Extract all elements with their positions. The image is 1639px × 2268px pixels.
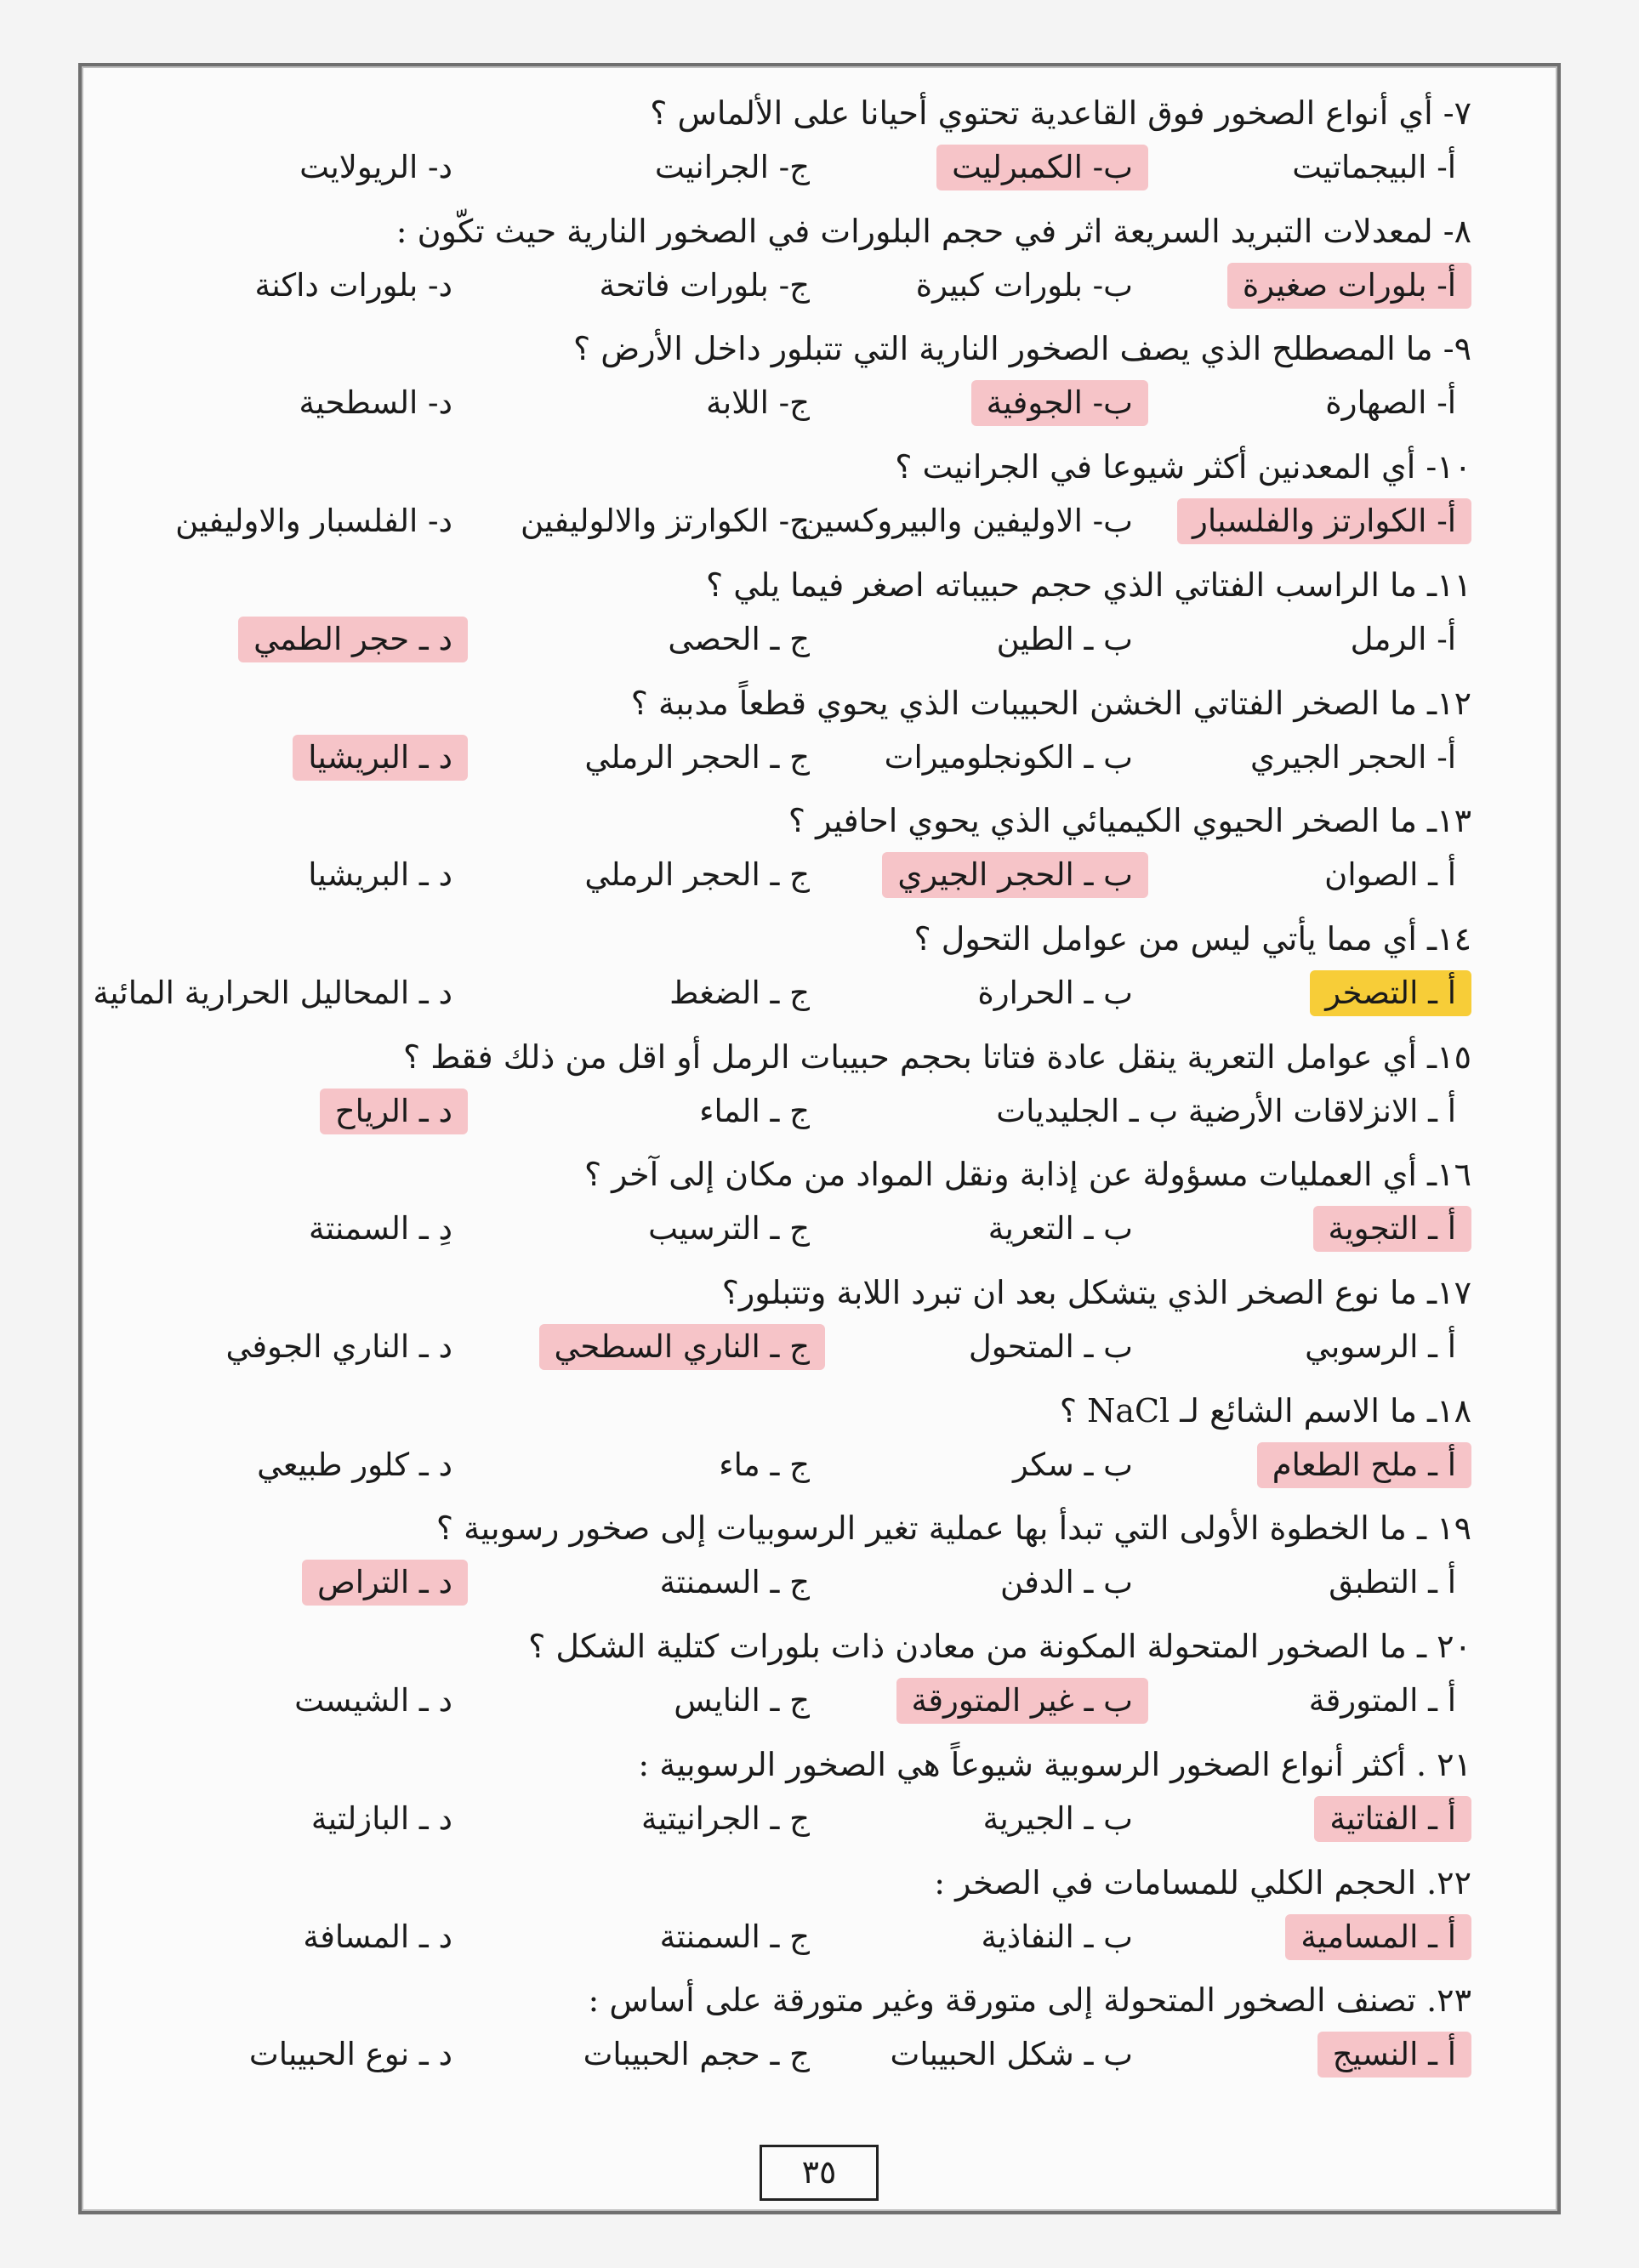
question-text: ١٠- أي المعدنين أكثر شيوعا في الجرانيت ؟ (895, 448, 1471, 486)
option-a: أ- الرمل (1350, 620, 1456, 657)
question-text: ١٧ـ ما نوع الصخر الذي يتشكل بعد ان تبرد اللابة وتتبلور؟ (721, 1274, 1471, 1311)
option-a: أ- الكوارتز والفلسبار (1177, 498, 1471, 544)
question-text: ١٥ـ أي عوامل التعرية ينقل عادة فتاتا بحجم حبيبات الرمل أو اقل من ذلك فقط ؟ (402, 1037, 1471, 1076)
question-text: ٧- أي أنواع الصخور فوق القاعدية تحتوي أحيانا على الألماس ؟ (650, 94, 1471, 132)
option-d: د ـ الشيست (294, 1682, 452, 1719)
option-c: ج- بلورات فاتحة (599, 266, 810, 304)
option-b: ب- الجوفية (971, 380, 1148, 426)
option-d: د ـ حجر الطمي (238, 617, 468, 662)
option-b: ب ـ الكونجلوميرات (884, 738, 1133, 776)
option-d: د ـ المحاليل الحرارية المائية (93, 974, 452, 1011)
option-c: ج ـ ماء (719, 1446, 810, 1483)
option-a: أ ـ التطبق (1329, 1564, 1456, 1601)
option-c: ج ـ الحصى (668, 620, 810, 657)
option-d: د ـ نوع الحبيبات (248, 2036, 452, 2073)
option-b: ب ـ المتحول (968, 1328, 1133, 1365)
option-b: ب ـ الطين (996, 620, 1133, 657)
option-b: ب- بلورات كبيرة (915, 266, 1133, 304)
option-c: ج ـ الحجر الرملي (584, 856, 810, 894)
option-b: ب ـ الدفن (999, 1564, 1133, 1601)
option-b: ب- الكمبرليت (936, 145, 1148, 190)
option-c: ج ـ الترسيب (648, 1210, 810, 1248)
option-a: أ ـ النسيج (1317, 2032, 1471, 2078)
option-a: أ ـ التجوية (1313, 1206, 1472, 1252)
option-c: ج ـ النايس (674, 1682, 810, 1719)
option-b: ب ـ النفاذية (981, 1918, 1133, 1955)
option-d: د- الفلسبار والاوليفين (175, 503, 452, 540)
option-d: د ـ البريشيا (308, 856, 452, 894)
option-c: ج ـ السمنتة (659, 1564, 810, 1601)
option-a: أ ـ المسامية (1285, 1914, 1471, 1960)
option-c: ج ـ السمنتة (659, 1918, 810, 1955)
option-b: ب ـ سكر (1012, 1446, 1133, 1483)
option-b: ب ـ الحرارة (977, 974, 1133, 1011)
question-text: ١٣ـ ما الصخر الحيوي الكيميائي الذي يحوي احافير ؟ (788, 802, 1471, 840)
option-d: د ـ الرياح (320, 1089, 468, 1134)
option-c: ج- اللابة (706, 384, 810, 422)
option-a: أ ـ ملح الطعام (1257, 1442, 1471, 1488)
option-b: ب ـ شكل الحبيبات (890, 2036, 1133, 2073)
option-a: أ ـ الصوان (1324, 856, 1456, 894)
question-text: ١٩ ـ ما الخطوة الأولى التي تبدأ بها عملية تغير الرسوبيات إلى صخور رسوبية ؟ (435, 1509, 1471, 1548)
option-a: أ- الحجر الجيري (1249, 738, 1456, 776)
option-b: ب- الاوليفين والبيروكسين (800, 503, 1133, 540)
option-d: دِ ـ السمنتة (309, 1210, 452, 1248)
page-number: ٣٥ (760, 2145, 879, 2201)
option-c: ج ـ الماء (699, 1092, 810, 1129)
option-c: ج ـ الضغط (669, 974, 810, 1011)
option-a: أ ـ الرسوبي (1305, 1328, 1456, 1365)
option-c: ج ـ الناري السطحي (539, 1324, 825, 1370)
option-d: د ـ التراص (302, 1560, 468, 1606)
question-text: ٢٣. تصنف الصخور المتحولة إلى متورقة وغير متورقة على أساس : (588, 1981, 1471, 2020)
question-text: ٢٢. الحجم الكلي للمسامات في الصخر : (934, 1863, 1471, 1901)
option-d: د ـ البريشيا (293, 735, 468, 781)
option-d: د ـ المسافة (303, 1918, 452, 1955)
question-text: ١٨ـ ما الاسم الشائع لـ NaCl ؟ (1059, 1391, 1471, 1430)
option-a: أ- البيجماتيت (1292, 149, 1456, 185)
question-text: ١٦ـ أي العمليات مسؤولة عن إذابة ونقل المواد من مكان إلى آخر ؟ (583, 1156, 1471, 1194)
option-a: أ ـ التصخر (1310, 970, 1471, 1016)
question-text: ١١ـ ما الراسب الفتاتي الذي حجم حبيباته اصغر فيما يلي ؟ (705, 566, 1471, 604)
option-d: د- الريولايت (299, 149, 452, 185)
option-b: ب ـ التعرية (987, 1210, 1133, 1248)
option-c: ج ـ الحجر الرملي (584, 738, 810, 776)
option-d: د ـ البازلتية (310, 1799, 452, 1837)
question-text: ١٢ـ ما الصخر الفتاتي الخشن الحبيبات الذي يحوي قطعاً مدببة ؟ (630, 684, 1471, 722)
option-a: أ ـ المتورقة (1308, 1682, 1456, 1719)
option-d: د- بلورات داكنة (254, 266, 452, 304)
question-text: ٩- ما المصطلح الذي يصف الصخور النارية التي تتبلور داخل الأرض ؟ (573, 330, 1471, 368)
option-c: ج ـ الجرانيتية (640, 1799, 810, 1837)
question-text: ٢١ . أكثر أنواع الصخور الرسوبية شيوعاً هي الصخور الرسوبية : (638, 1745, 1471, 1783)
option-a: أ- الصهارة (1325, 384, 1456, 422)
option-d: د- السطحية (299, 384, 452, 422)
option-d: د ـ الناري الجوفي (225, 1328, 452, 1365)
option-c: ج- الجرانيت (654, 149, 810, 185)
question-text: ٢٠ ـ ما الصخور المتحولة المكونة من معادن ذات بلورات كتلية الشكل ؟ (528, 1628, 1471, 1666)
question-text: ٨- لمعدلات التبريد السريعة اثر في حجم البلورات في الصخور النارية حيث تكّون : (396, 212, 1471, 250)
option-b: ب ـ الحجر الجيري (882, 852, 1148, 898)
option-a: أ ـ الفتاتية (1314, 1796, 1471, 1842)
option-c: ج- الكوارتز والالوليفين (521, 503, 810, 540)
option-a: أ ـ الانزلاقات الأرضية ب ـ الجليديات (996, 1092, 1456, 1129)
option-c: ج ـ حجم الحبيبات (583, 2036, 810, 2073)
question-text: ١٤ـ أي مما يأتي ليس من عوامل التحول ؟ (913, 919, 1471, 958)
option-a: أ- بلورات صغيرة (1227, 263, 1471, 309)
option-b: ب ـ الجيرية (982, 1799, 1133, 1837)
option-b: ب ـ غير المتورقة (896, 1678, 1149, 1724)
option-d: د ـ كلور طبيعي (257, 1446, 452, 1483)
